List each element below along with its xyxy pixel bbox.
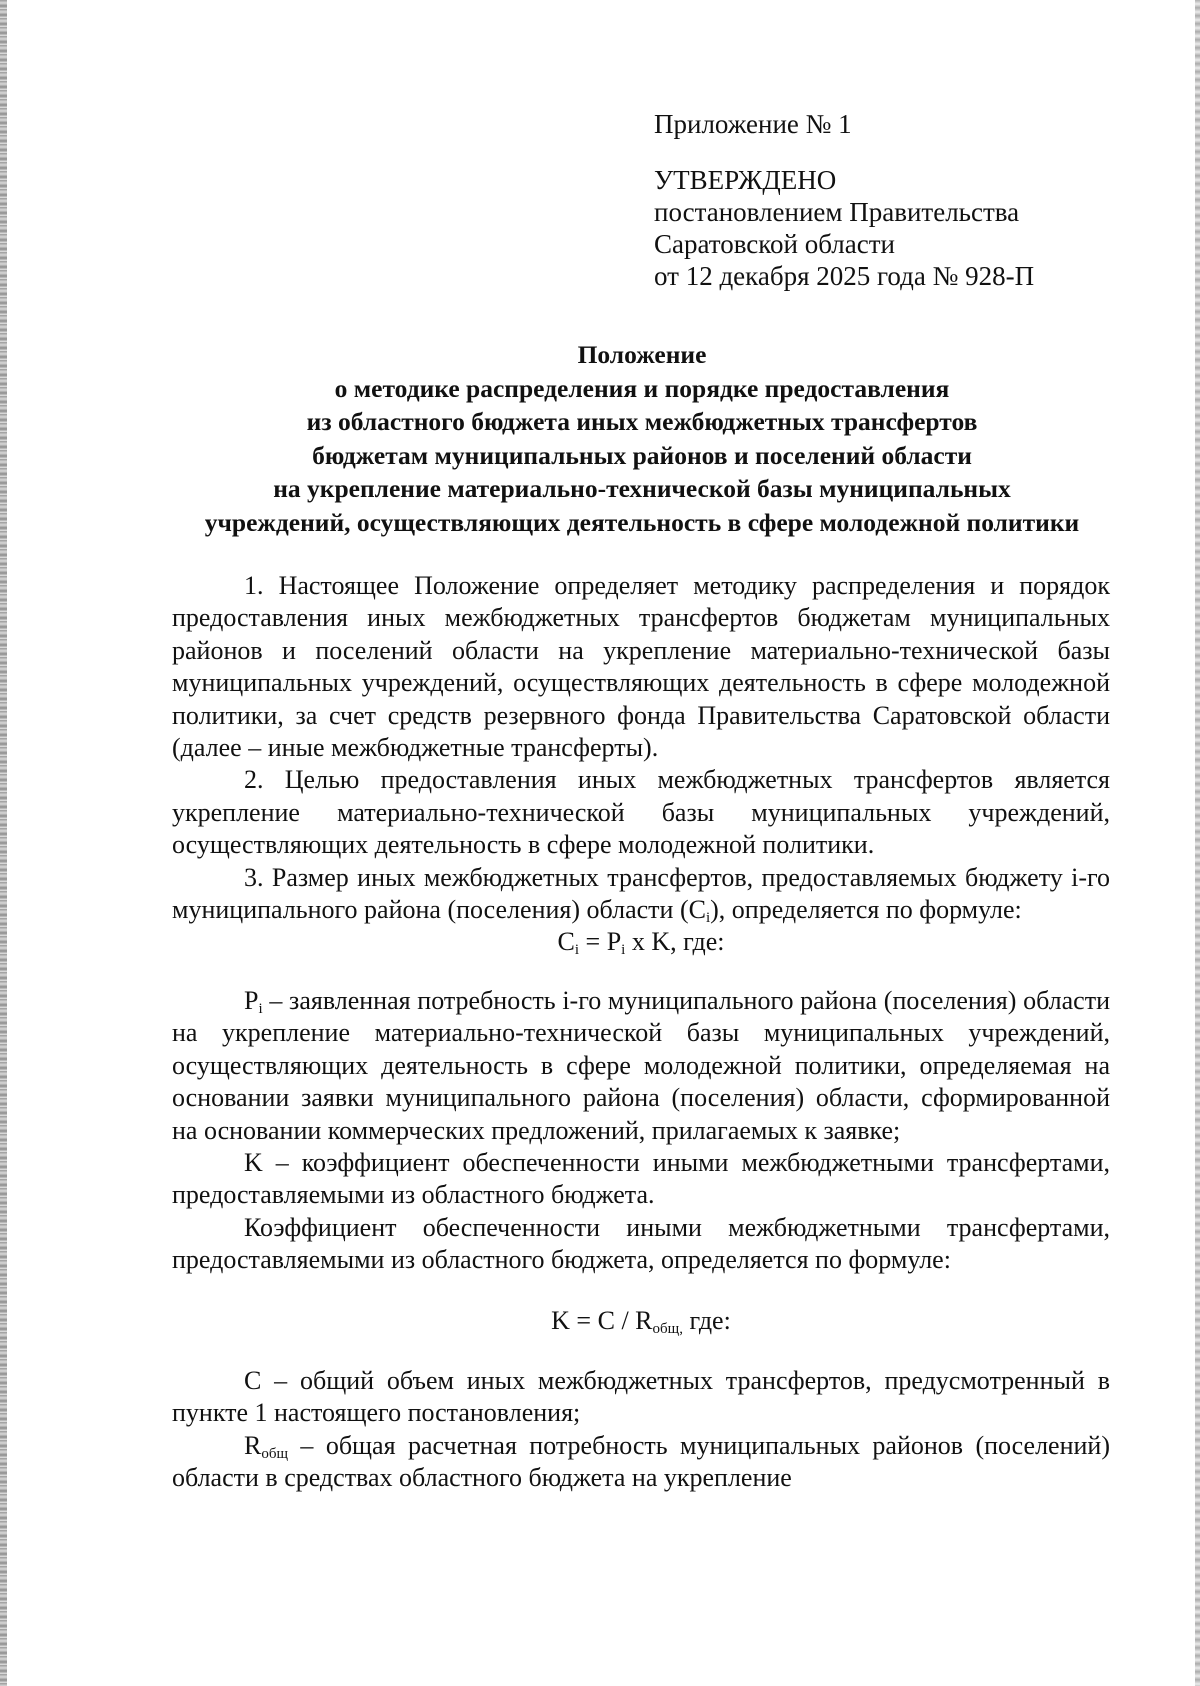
definition-r: $R_{общ}$ – общая расчетная потребность муниципальных районов (поселений) области в средствах областного бюджета на укрепление [172, 1430, 1110, 1493]
definition-k: K – коэффициент обеспеченности иными межбюджетными трансфертами, предоставляемыми из областного бюджета. [172, 1147, 1110, 1210]
scan-edge-left [0, 0, 7, 1686]
title-line-1: Положение [577, 340, 707, 369]
definition-pi: $P_i$ – заявленная потребность i-го муниципального района (поселения) области на укрепление материально-технической базы муниципальных учреждений, осуществляющих деятельность в сфере молодежной политики, определяемая на основании заявки муниципального района (поселения) области, сформированной на основании коммерческих предложений, прилагаемых к заявке; [172, 985, 1110, 1145]
approval-line-1: постановлением Правительства [654, 197, 1020, 227]
formula-k: $K = C / R_{общ,}$ где: [551, 1305, 731, 1337]
title-line-5: на укрепление материально-технической базы муниципальных [273, 474, 1011, 503]
appendix-label: Приложение № 1 [654, 109, 852, 139]
approved-label: УТВЕРЖДЕНО [654, 165, 837, 195]
approval-block [654, 108, 1034, 292]
paragraph-2: 2. Целью предоставления иных межбюджетных трансфертов является укрепление материально-технической базы муниципальных учреждений, осуществляющих деятельность в сфере молодежной политики. [172, 765, 1110, 860]
approval-line-2: Саратовской области [654, 229, 895, 259]
document-body [172, 570, 1110, 1495]
title-line-2: о методике распределения и порядке предоставления [334, 373, 950, 403]
approval-line-3: от 12 декабря 2025 года № 928-П [654, 261, 1035, 291]
title-line-4: бюджетам муниципальных районов и поселений области [312, 440, 972, 470]
document-title [172, 338, 1112, 539]
title-line-3: из областного бюджета иных межбюджетных трансфертов [306, 407, 978, 436]
formula-ci: $C_i = P_i$ x K, где: [557, 927, 725, 959]
definition-c: C – общий объем иных межбюджетных трансфертов, предусмотренный в пункте 1 настоящего постановления; [172, 1365, 1110, 1428]
paragraph-3: 3. Размер иных межбюджетных трансфертов, предоставляемых бюджету i-го муниципального района (поселения) области $(C_i)$, определяется по формуле: [172, 862, 1110, 927]
coefficient-paragraph: Коэффициент обеспеченности иными межбюджетными трансфертами, предоставляемыми из областного бюджета, определяется по формуле: [172, 1212, 1110, 1275]
scan-edge-right [1195, 0, 1200, 1686]
title-line-6: учреждений, осуществляющих деятельность в сфере молодежной политики [204, 507, 1080, 537]
paragraph-1: 1. Настоящее Положение определяет методику распределения и порядок предоставления иных межбюджетных трансфертов бюджетам муниципальных районов и поселений области на укрепление материально-технической базы муниципальных учреждений, осуществляющих деятельность в сфере молодежной политики, за счет средств резервного фонда Правительства Саратовской области (далее – иные межбюджетные трансферты). [172, 571, 1110, 763]
